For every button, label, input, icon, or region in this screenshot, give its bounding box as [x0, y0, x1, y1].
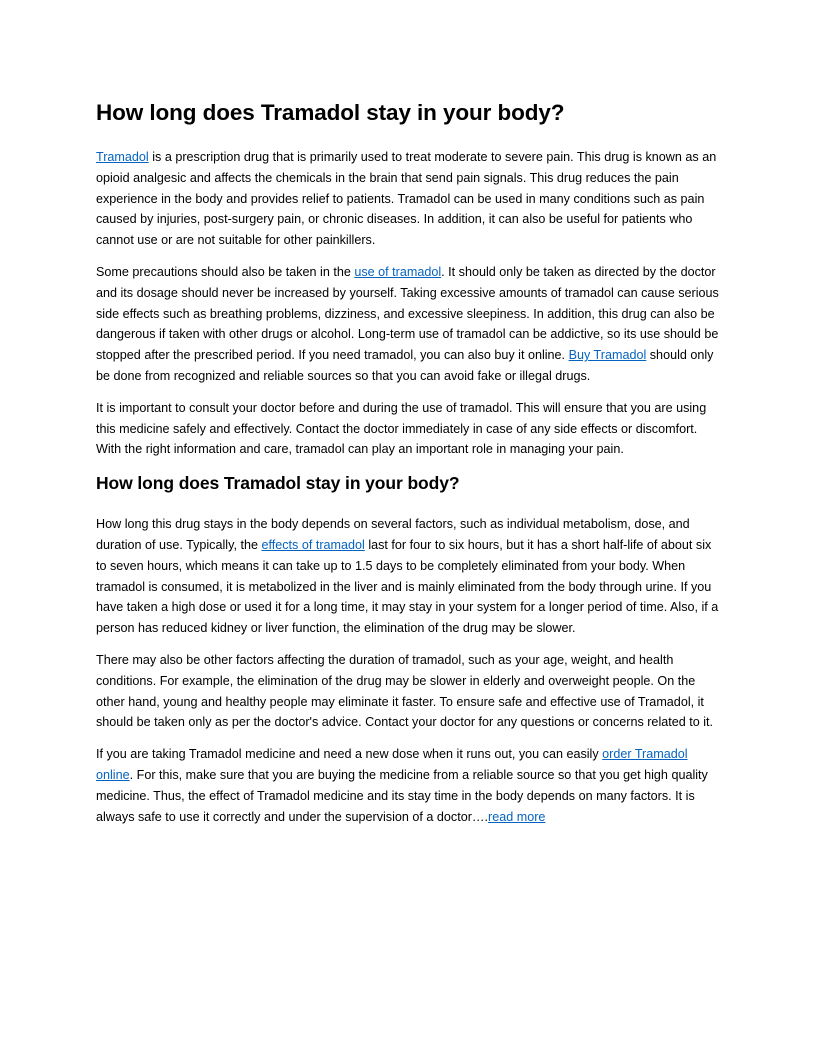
paragraph-text: . For this, make sure that you are buying the medicine from a reliable source so that you get high quality medicine. Thus, the effect of Tramadol medicine and its stay time in the body depends on many factors. It is always safe to use it correctly and under the supervision of a doctor…. [96, 767, 708, 824]
paragraph-factors [96, 650, 722, 733]
paragraph-text: should only be done from recognized and reliable sources so that you can avoid fake or illegal drugs. [96, 348, 714, 383]
paragraph-text: There may also be other factors affecting the duration of tramadol, such as your age, weight, and health conditions. For example, the elimination of the drug may be slower in elderly and overweight people. On the other hand, young and healthy people may eliminate it faster. To ensure safe and effective use of Tramadol, it should be taken only as per the doctor's advice. Contact your doctor for any questions or concerns related to it. [96, 652, 714, 730]
paragraph-duration [96, 514, 722, 639]
paragraph-consult [96, 398, 722, 460]
section-heading: How long does Tramadol stay in your body? [96, 473, 460, 494]
paragraph-precautions [96, 262, 722, 387]
paragraph-text: If you are taking Tramadol medicine and need a new dose when it runs out, you can easily [96, 747, 603, 762]
read-more-link[interactable]: read more [488, 809, 546, 824]
effects-of-tramadol-link[interactable]: effects of tramadol [261, 537, 365, 552]
paragraph-intro [96, 147, 722, 251]
use-of-tramadol-link[interactable]: use of tramadol [354, 264, 442, 279]
paragraph-text: How long this drug stays in the body depends on several factors, such as individual metabolism, dose, and duration of use. Typically, the [96, 517, 690, 552]
document-page [96, 98, 722, 838]
paragraph-text: It is important to consult your doctor before and during the use of tramadol. This will ensure that you are using this medicine safely and effectively. Contact the doctor immediately in case of any side effects or discomfort. With the right information and care, tramadol can play an important role in managing your pain. [96, 400, 707, 457]
buy-tramadol-link[interactable]: Buy Tramadol [568, 348, 647, 363]
paragraph-text: . It should only be taken as directed by the doctor and its dosage should never be increased by yourself. Taking excessive amounts of tramadol can cause serious side effects such as breathing problems, dizziness, and excessive sleepiness. In addition, this drug can also be dangerous if taken with other drugs or alcohol. Long-term use of tramadol can be addictive, so its use should be stopped after the prescribed period. If you need tramadol, you can also buy it online. [96, 264, 719, 363]
order-tramadol-online-link[interactable]: order Tramadol online [96, 747, 688, 782]
tramadol-link[interactable]: Tramadol [96, 150, 149, 164]
paragraph-text: Some precautions should also be taken in the [96, 264, 355, 279]
page-title: How long does Tramadol stay in your body? [96, 100, 565, 125]
paragraph-text: last for four to six hours, but it has a short half-life of about six to seven hours, which means it can take up to 1.5 days to be completely eliminated from your body. When tramadol is consumed, it is metabolized in the liver and is mainly eliminated from the body through urine. If you have taken a high dose or used it for a long time, it may stay in your system for a longer period of time. Also, if a person has reduced kidney or liver function, the elimination of the drug may be slower. [96, 537, 719, 636]
paragraph-order [96, 744, 722, 827]
paragraph-text: is a prescription drug that is primarily used to treat moderate to severe pain. This drug is known as an opioid analgesic and affects the chemicals in the brain that send pain signals. This drug reduces the pain experience in the body and provides relief to patients. Tramadol can be used in many conditions such as pain caused by injuries, post-surgery pain, or chronic diseases. In addition, it can also be useful for patients who cannot use or are not suitable for other painkillers. [96, 150, 717, 248]
